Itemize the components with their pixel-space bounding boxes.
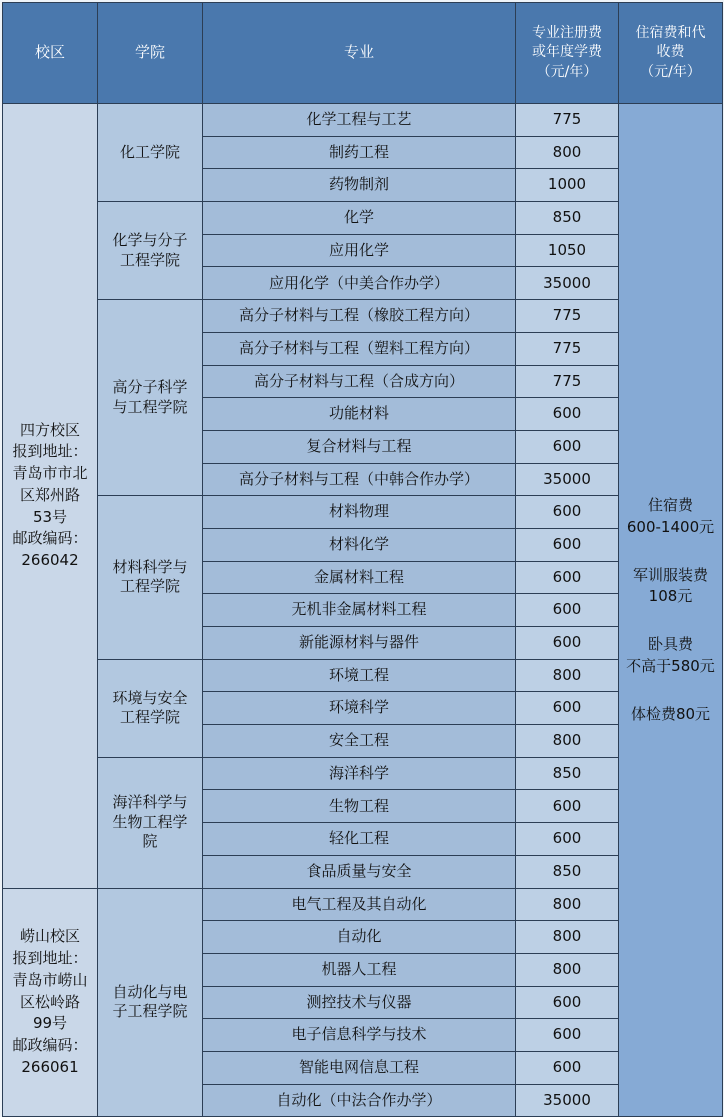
- major-cell: 食品质量与安全: [203, 855, 516, 888]
- header-accommodation-line: 住宿费和代: [635, 24, 706, 41]
- major-cell: 自动化: [203, 921, 516, 954]
- fee-cell: 35000: [516, 1084, 619, 1117]
- campus-cell-line: 区松岭路: [19, 992, 80, 1011]
- table-header-row: [3, 3, 723, 104]
- major-cell: 材料化学: [203, 528, 516, 561]
- major-cell: 环境工程: [203, 659, 516, 692]
- major-cell: 环境科学: [203, 692, 516, 725]
- major-cell: 生物工程: [203, 790, 516, 823]
- fee-cell: 35000: [516, 267, 619, 300]
- major-cell: 高分子材料与工程（中韩合作办学）: [203, 463, 516, 496]
- college-cell-line: 化工学院: [119, 142, 180, 161]
- table-row: [3, 300, 723, 333]
- college-cell: [98, 659, 203, 757]
- fee-cell: 600: [516, 823, 619, 856]
- college-cell-line: 工程学院: [119, 577, 180, 596]
- fee-cell: 600: [516, 430, 619, 463]
- fee-cell: 600: [516, 692, 619, 725]
- college-cell-line: 子工程学院: [112, 1002, 188, 1021]
- college-cell-line: 材料科学与: [112, 557, 188, 576]
- header-campus: 校区: [3, 3, 98, 104]
- header-fee: [516, 3, 619, 104]
- header-accommodation-line: （元/年）: [640, 63, 701, 80]
- campus-cell: [3, 888, 98, 1117]
- major-cell: 电子信息科学与技术: [203, 1019, 516, 1052]
- fee-cell: 600: [516, 986, 619, 1019]
- college-cell-line: 与工程学院: [112, 397, 188, 416]
- major-cell: 测控技术与仪器: [203, 986, 516, 1019]
- extra-fee-text: 体检费80元: [630, 704, 711, 723]
- campus-cell-line: 266042: [21, 551, 79, 570]
- major-cell: 高分子材料与工程（合成方向）: [203, 365, 516, 398]
- college-cell-line: 化学与分子: [112, 231, 188, 250]
- major-cell: 应用化学: [203, 234, 516, 267]
- campus-cell-line: 青岛市崂山: [12, 970, 88, 989]
- college-cell: [98, 757, 203, 888]
- table-row: [3, 202, 723, 235]
- fee-cell: 1050: [516, 234, 619, 267]
- fee-cell: 600: [516, 1019, 619, 1052]
- campus-cell-line: 报到地址：: [12, 442, 88, 461]
- college-cell-line: 工程学院: [119, 250, 180, 269]
- campus-cell: [3, 104, 98, 889]
- major-cell: 机器人工程: [203, 953, 516, 986]
- extra-fee-text: 600-1400元: [626, 517, 715, 536]
- fee-cell: 800: [516, 136, 619, 169]
- campus-cell-line: 99号: [32, 1014, 68, 1033]
- campus-cell-line: 邮政编码：: [12, 1036, 88, 1055]
- fee-cell: 775: [516, 300, 619, 333]
- campus-cell-line: 邮政编码：: [12, 529, 88, 548]
- major-cell: 金属材料工程: [203, 561, 516, 594]
- header-college: 学院: [98, 3, 203, 104]
- major-cell: 智能电网信息工程: [203, 1051, 516, 1084]
- major-cell: 海洋科学: [203, 757, 516, 790]
- major-cell: 高分子材料与工程（橡胶工程方向）: [203, 300, 516, 333]
- campus-cell-line: 崂山校区: [19, 927, 80, 946]
- fee-cell: 850: [516, 855, 619, 888]
- extra-fee-text: 卧具费: [647, 635, 693, 654]
- extra-fee-text: 住宿费: [647, 496, 693, 515]
- fee-cell: 775: [516, 104, 619, 137]
- campus-cell-line: 53号: [32, 507, 68, 526]
- fee-cell: 600: [516, 496, 619, 529]
- major-cell: 材料物理: [203, 496, 516, 529]
- header-accommodation: [619, 3, 723, 104]
- table-row: [3, 888, 723, 921]
- college-cell: [98, 496, 203, 659]
- major-cell: 轻化工程: [203, 823, 516, 856]
- header-major: 专业: [203, 3, 516, 104]
- fee-cell: 800: [516, 659, 619, 692]
- header-fee-line: 专业注册费: [532, 24, 602, 41]
- major-cell: 新能源材料与器件: [203, 627, 516, 660]
- fee-cell: 600: [516, 627, 619, 660]
- fee-cell: 600: [516, 594, 619, 627]
- fee-cell: 800: [516, 953, 619, 986]
- college-cell-line: 自动化与电: [112, 982, 188, 1001]
- fee-cell: 775: [516, 332, 619, 365]
- campus-cell-line: 区郑州路: [19, 485, 80, 504]
- college-cell-line: 院: [142, 832, 158, 851]
- college-cell: [98, 202, 203, 300]
- college-cell-line: 海洋科学与: [112, 793, 188, 812]
- major-cell: 安全工程: [203, 725, 516, 758]
- major-cell: 制药工程: [203, 136, 516, 169]
- fee-cell: 800: [516, 921, 619, 954]
- extra-fees-cell: [619, 104, 723, 1117]
- extra-fee-text: 军训服装费: [632, 565, 708, 584]
- major-cell: 化学: [203, 202, 516, 235]
- fee-cell: 600: [516, 790, 619, 823]
- major-cell: 化学工程与工艺: [203, 104, 516, 137]
- fee-cell: 600: [516, 528, 619, 561]
- campus-cell-line: 四方校区: [19, 420, 80, 439]
- tuition-table: [2, 2, 723, 1117]
- college-cell: [98, 300, 203, 496]
- campus-cell-line: 青岛市市北: [12, 464, 88, 483]
- header-fee-line: （元/年）: [536, 63, 598, 80]
- table-row: [3, 496, 723, 529]
- major-cell: 高分子材料与工程（塑料工程方向）: [203, 332, 516, 365]
- header-fee-line: 或年度学费: [532, 44, 602, 61]
- college-cell-line: 工程学院: [119, 708, 180, 727]
- header-accommodation-line: 收费: [656, 44, 685, 61]
- fee-cell: 35000: [516, 463, 619, 496]
- major-cell: 复合材料与工程: [203, 430, 516, 463]
- extra-fee-text: 108元: [648, 587, 693, 606]
- table-row: [3, 104, 723, 137]
- college-cell-line: 环境与安全: [112, 688, 188, 707]
- fee-cell: 850: [516, 757, 619, 790]
- table-body: [3, 104, 723, 1117]
- major-cell: 自动化（中法合作办学）: [203, 1084, 516, 1117]
- campus-cell-line: 266061: [21, 1057, 79, 1076]
- major-cell: 应用化学（中美合作办学）: [203, 267, 516, 300]
- fee-cell: 800: [516, 888, 619, 921]
- major-cell: 药物制剂: [203, 169, 516, 202]
- fee-cell: 1000: [516, 169, 619, 202]
- campus-cell-line: 报到地址：: [12, 949, 88, 968]
- fee-cell: 600: [516, 1051, 619, 1084]
- table-row: [3, 757, 723, 790]
- fee-cell: 600: [516, 398, 619, 431]
- college-cell: [98, 104, 203, 202]
- major-cell: 无机非金属材料工程: [203, 594, 516, 627]
- college-cell-line: 生物工程学: [112, 812, 188, 831]
- extra-fee-text: 不高于580元: [626, 656, 715, 675]
- fee-cell: 800: [516, 725, 619, 758]
- major-cell: 功能材料: [203, 398, 516, 431]
- major-cell: 电气工程及其自动化: [203, 888, 516, 921]
- college-cell: [98, 888, 203, 1117]
- fee-cell: 775: [516, 365, 619, 398]
- fee-cell: 600: [516, 561, 619, 594]
- college-cell-line: 高分子科学: [112, 378, 188, 397]
- fee-cell: 850: [516, 202, 619, 235]
- table-row: [3, 659, 723, 692]
